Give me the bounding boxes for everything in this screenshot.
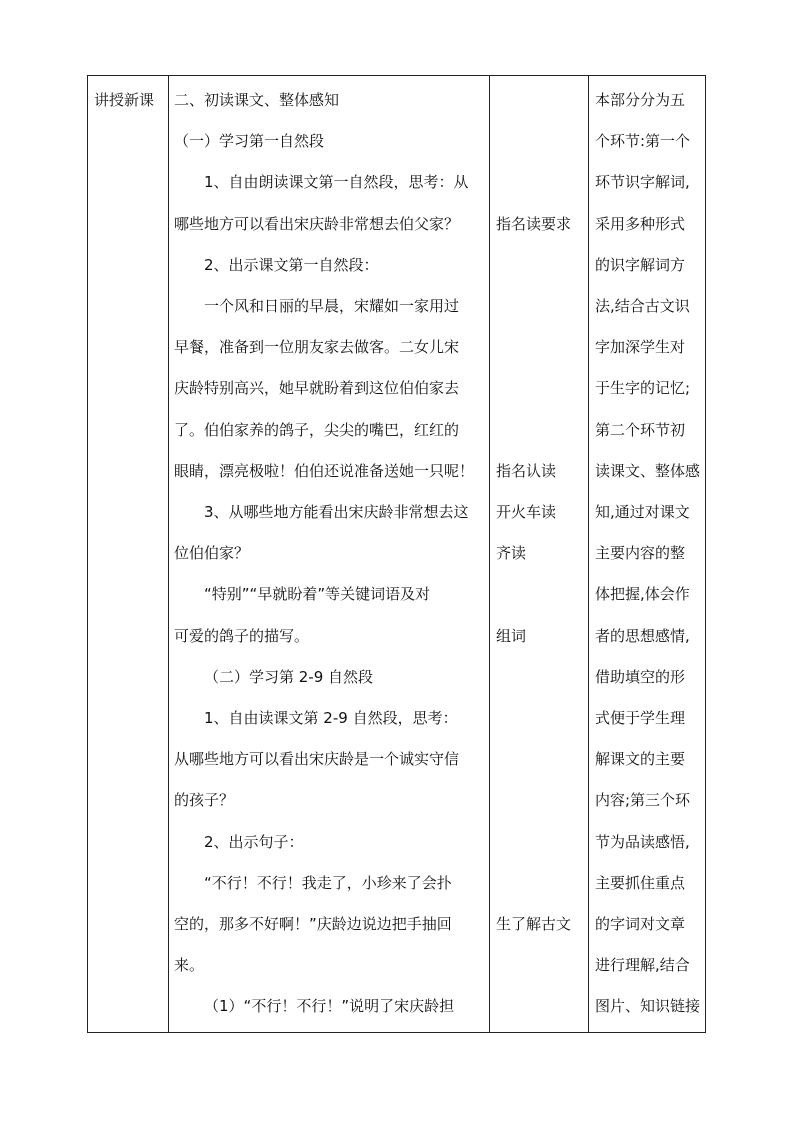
design-intent-line: 内容;第三个环 [595, 791, 691, 810]
content-line: 来。 [174, 956, 205, 975]
design-intent-line: 借助填空的形 [595, 667, 686, 686]
content-line: 二、初读课文、整体感知 [174, 91, 340, 109]
method-note: 生了解古文 [496, 915, 572, 933]
design-intent-line: 法,结合古文识 [595, 297, 690, 315]
design-intent-line: 的字词对文章 [595, 915, 686, 933]
design-intent-line: 个环节:第一个 [595, 132, 691, 151]
content-line: 了。伯伯家养的鸽子，尖尖的嘴巴，红红的 [174, 420, 460, 439]
content-line: “特别”“早就盼着”等关键词语及对 [204, 585, 431, 604]
design-intent-line: 式便于学生理 [595, 709, 686, 727]
content-line: 庆龄特别高兴，她早就盼着到这位伯伯家去 [174, 379, 460, 398]
content-line: 3、从哪些地方能看出宋庆龄非常想去这 [204, 503, 469, 521]
content-line: “不行！不行！我走了，小珍来了会扑 [204, 873, 452, 892]
design-intent-line: 于生字的记忆; [595, 379, 691, 398]
design-intent-line: 主要抓住重点 [595, 873, 686, 892]
content-line: 从哪些地方可以看出宋庆龄是一个诚实守信 [174, 750, 460, 769]
design-intent-line: 采用多种形式 [595, 214, 686, 233]
content-line: 位伯伯家？ [174, 544, 250, 563]
content-line: 1、自由读课文第 2-9 自然段，思考： [204, 709, 458, 727]
design-intent-line: 体把握,体会作 [595, 585, 690, 604]
design-intent-line: 进行理解,结合 [595, 956, 690, 975]
content-line: 可爱的鸽子的描写。 [174, 626, 310, 645]
content-line: （一）学习第一自然段 [174, 132, 325, 151]
design-intent-line: 字加深学生对 [595, 338, 686, 357]
design-intent-line: 图片、知识链接 [595, 997, 701, 1016]
content-line: （1）“不行！不行！”说明了宋庆龄担 [204, 997, 455, 1016]
design-intent-line: 读课文、整体感 [595, 461, 701, 480]
design-intent-line: 解课文的主要 [595, 750, 686, 769]
content-line: 2、出示课文第一自然段： [204, 255, 379, 274]
teaching-content-cell [169, 76, 489, 1032]
method-note: 齐读 [496, 544, 527, 563]
method-note: 开火车读 [496, 503, 557, 521]
content-line: 空的，那多不好啊！”庆龄边说边把手抽回 [174, 915, 452, 933]
section-label-cell [88, 76, 168, 1032]
content-line: 早餐，准备到一位朋友家去做客。二女儿宋 [174, 338, 460, 357]
method-note: 指名读要求 [496, 214, 572, 233]
design-intent-line: 环节识字解词, [595, 173, 690, 192]
design-intent-line: 的识字解词方 [595, 255, 686, 274]
method-note: 指名认读 [496, 461, 557, 480]
content-line: 的孩子？ [174, 791, 235, 810]
content-line: 眼睛，漂亮极啦！伯伯还说准备送她一只呢！ [174, 461, 475, 480]
content-line: 哪些地方可以看出宋庆龄非常想去伯父家？ [174, 214, 460, 233]
design-intent-line: 知,通过对课文 [595, 503, 690, 521]
teaching-method-cell [490, 76, 588, 1032]
content-line: 一个风和日丽的早晨，宋耀如一家用过 [204, 297, 460, 315]
design-intent-line: 第二个环节初 [595, 420, 686, 439]
design-intent-cell [589, 76, 707, 1032]
content-line: 1、自由朗读课文第一自然段，思考：从 [204, 173, 469, 192]
design-intent-line: 主要内容的整 [595, 544, 686, 563]
design-intent-line: 本部分分为五 [595, 91, 686, 109]
section-label: 讲授新课 [94, 91, 155, 109]
method-note: 组词 [496, 626, 527, 645]
content-line: （二）学习第 2-9 自然段 [204, 667, 374, 686]
lesson-plan-table [87, 75, 706, 1033]
design-intent-line: 节为品读感悟, [595, 832, 690, 851]
design-intent-line: 者的思想感情, [595, 626, 690, 645]
content-line: 2、出示句子： [204, 832, 304, 851]
